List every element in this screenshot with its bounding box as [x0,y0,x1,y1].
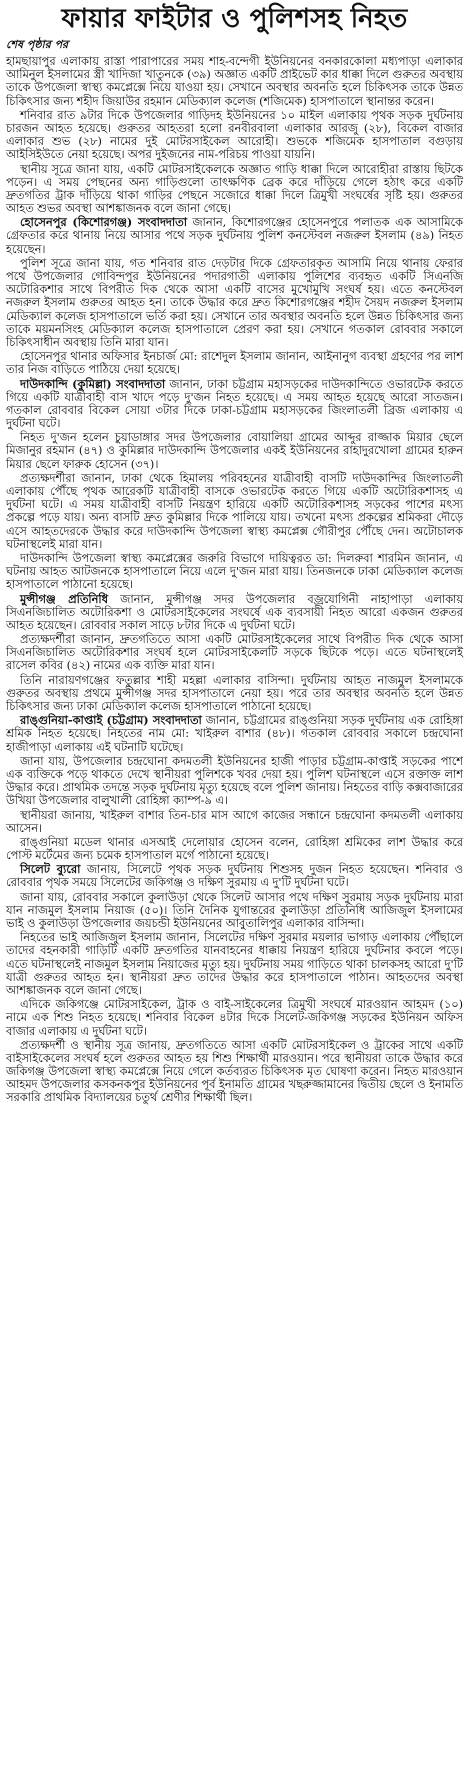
paragraph-text: হামছায়াপুর এলাকায় রাস্তা পারাপারের সময় শাহ-বন্দেগী ইউনিয়নের বনকারকোলা মধ্যপাড়া এলাকার আমিনুল ইসলামের স্ত্রী খাদিজা খাতুনকে (৩৯) অজ্ঞাত একটি প্রাইভেট কার ধাক্কা দিলে গুরুতর অবস্থায় তাকে উপজেলা স্বাস্থ্য কমপ্লেক্সে নিয়ে যাওয়া হয়। সেখানে অবস্থার অবনতি হলে চিকিৎসক তাকে উন্নত চিকিৎসার জন্য শহীদ জিয়াউর রহমান মেডিক্যাল কলেজ (শজিমেক) হাসপাতালে স্থানান্তর করেন। [6,54,463,108]
paragraph-text: প্রত্যক্ষদর্শী ও স্থানীয় সূত্র জানায়, দ্রুতগতিতে আসা একটি মোটরসাইকেল ও ট্রাকের সাথে একটি বাইসাইকেলের সংঘর্ষ হলে গুরুতর আহত হয় শিশু শিক্ষার্থী মারওয়ান। পরে স্থানীয়রা তাকে উদ্ধার করে জকিগঞ্জ উপজেলা স্বাস্থ্য কমপ্লেক্সে নিয়ে গেলে কর্তব্যরত চিকিৎসক মৃত ঘোষণা করেন। নিহত মারওয়ান আহমদ উপজেলার কসকনকপুর ইউনিয়নের পূর্ব ইনামতি গ্রামের খছরুজ্জামানের দ্বিতীয় ছেলে ও ইনামতি সরকারি প্রাথমিক বিদ্যালয়ের চতুর্থ শ্রেণীর শিক্ষার্থী ছিল। [6,1037,463,1105]
paragraph-text: দাউদকান্দি উপজেলা স্বাস্থ্য কমপ্লেক্সের জরুরি বিভাগে দায়িত্বরত ডা: দিলরুবা শারমিন জানান, এ ঘটনায় আহত আটজনকে হাসপাতালে নিয়ে এলে দু'জন মারা যায়। তিনজনকে ঢাকা মেডিক্যাল কলেজ হাসপাতালে পাঠানো হয়েছে। [6,550,463,592]
paragraph-text: জানান, কিশোরগঞ্জের হোসেনপুরে পলাতক এক আসামিকে গ্রেফতার করে থানায় নিয়ে আসার পথে সড়ক দুর্ঘটনায় পুলিশ কনস্টেবল নজরুল ইসলাম (৪৯) নিহত হয়েছেন। [6,215,463,256]
paragraph-text: জানান, চট্টগ্রামের রাঙ্গুনিয়া সড়ক দুর্ঘটনায় এক রোহিঙ্গা শ্রমিক নিহত হয়েছে। নিহতের নাম মো: খাইরুল বাশার (৪৮)। গতকাল রোববার সকালে চন্দ্রঘোনা হাজীপাড়া এলাকায় এই ঘটনাটি ঘটেছে। [6,713,463,754]
paragraph-text: প্রত্যক্ষদর্শীরা জানান, দ্রুতগতিতে আসা একটি মোটরসাইকেলের সাথে বিপরীত দিক থেকে আসা সিএনজিচালিত অটোরিকশার সংঘর্ষ হলে মোটরসাইকেলটি সড়কে ছিটকে পড়ে। এতে ঘটনাস্থলেই রাসেল কবির (৪২) নামের এক ব্যক্তি মারা যান। [6,632,463,673]
paragraph-text: জানান, মুন্সীগঞ্জ সদর উপজেলার বজ্রযোগিনী নাহাপাড়া এলাকায় সিএনজিচালিত অটোরিকশা ও মোটরসাইকেলের সংঘর্ষে এক ব্যবসায়ী নিহত আরো একজন গুরুতর আহত হয়েছেন। রোববার সকাল সাড়ে ৮টার দিকে এ দুর্ঘটনা ঘটে। [6,591,464,632]
article-paragraph [6,552,463,592]
paragraph-text: নিহত দু'জন হলেন চুয়াডাঙ্গার সদর উপজেলার বোয়ালিয়া গ্রামের আব্দুর রাজ্জাক মিয়ার ছেলে মিজানুর রহমান (৪৭) ও কুমিল্লার দাউদকান্দি উপজেলার একই ইউনিয়নের রাহাদুরখোলা গ্রামের হারুন মিয়ার ছেলে ফারুক হোসেন (৩৭)। [6,430,463,471]
article-paragraph [6,836,463,862]
paragraph-text: জানা যায়, উপজেলার চন্দ্রঘোনা কদমতলী ইউনিয়নের হাজী পাড়ার চট্টগ্রাম-কাপ্তাই সড়কের পাশে এক ব্যক্তিকে পড়ে থাকতে দেখে স্থানীয়রা পুলিশকে খবর দেয়া হয়। পুলিশ ঘটনাস্থলে এসে রক্তাক্ত লাশ উদ্ধার করে। প্রাথমিক তদন্তে সড়ক দুর্ঘটনায় মৃত্যু হয়েছে বলে পুলিশ জানায়। নিহতের বাড়ি কক্সবাজারের উখিয়া উপজেলার বালুখালী রোহিঙ্গা ক্যাম্প-৯ এ। [6,753,463,808]
paragraph-text: নিহতের ভাই আজিজুল ইসলাম জানান, সিলেটের দক্ষিণ সুরমার ময়লার ভাগাড় এলাকায় পৌঁছালে তাদের বহনকারী গাড়িটি একটি দ্রুতগতির যানবাহনের ধাক্কায় নিয়ন্ত্রণ হারিয়ে দুর্ঘটনার কবলে পড়ে। এতে ঘটনাস্থলেই নাজমুল ইসলাম নিয়াজের মৃত্যু হয়। দুর্ঘটনায় সময় গাড়িতে থাকা চালকসহ আরো দু'টি যাত্রী গুরুতর আহত হন। স্থানীয়রা দ্রুত তাদের উদ্ধার করে হাসপাতালে পাঠান। আহতদের অবস্থা আশঙ্কাজনক বলে জানা গেছে। [6,930,463,997]
article-paragraph [6,257,463,349]
paragraph-text: তিনি নারায়ণগঞ্জের ফতুল্লার শাহী মহল্লা এলাকার বাসিন্দা। দুর্ঘটনায় আহত নাজমুল ইসলামকে গুরুতর অবস্থায় প্রথমে মুন্সীগঞ্জ সদর হাসপাতালে নেয়া হয়। পরে তার অবস্থার অবনতি হলে উন্নত চিকিৎসার জন্য ঢাকা মেডিক্যাল কলেজ হাসপাতালে পাঠানো হয়েছে। [6,672,463,713]
paragraph-text: স্থানীয়রা জানায়, খাইরুল বাশার তিন-চার মাস আগে কাজের সন্ধানে চন্দ্রঘোনা কদমতলী এলাকায় আসেন। [6,807,463,835]
article-paragraph [6,809,463,835]
continued-from-label: শেষ পৃষ্ঠার পর [6,38,69,51]
article-paragraph [6,931,463,997]
paragraph-text: স্থানীয় সূত্রে জানা যায়, একটি মোটরসাইকেলকে অজ্ঞাত গাড়ি ধাক্কা দিলে আরোহীরা রাস্তায় ছিটকে পড়েন। এ সময় পেছনের অন্য গাড়িগুলো তাৎক্ষণিক ব্রেক করে দাঁড়িয়ে গেলে হঠাৎ করে একটি দ্রুতগতির ট্রাক দাঁড়িয়ে থাকা গাড়ির পেছনে সজোরে ধাক্কা দিলে ত্রিমুখী সংঘর্ষের সৃষ্টি হয়। গুরুতর আহত শুভর অবস্থা আশঙ্কাজনক বলে জানা গেছে। [6,161,463,216]
dateline: মুন্সীগঞ্জ প্রতিনিধি [20,591,108,606]
paragraph-text: জানায়, সিলেটে পৃথক সড়ক দুর্ঘটনায় শিশুসহ দুজন নিহত হয়েছেন। শনিবার ও রোববার পৃথক সময়ে সিলেটের জকিগঞ্জ ও দক্ষিণ সুরমায় এ দু'টি দুর্ঘটনা ঘটে। [6,862,463,890]
article-paragraph [6,472,463,551]
article-paragraph [6,674,463,714]
article-paragraph-with-dateline [6,378,463,431]
article-paragraph [6,350,463,376]
paragraph-text: এদিকে জকিগঞ্জে মোটরসাইকেল, ট্রাক ও বাই-সাইকেলের ত্রিমুখী সংঘর্ষে মারওয়ান আহমদ (১০) নামে এক শিশু নিহত হয়েছে। শনিবার বিকেল ৪টার দিকে সিলেট-জকিগঞ্জ সড়কের ইউনিয়ন অফিস বাজার এলাকায় এ দুর্ঘটনা ঘটে। [6,997,463,1038]
article-paragraph-with-dateline [6,714,463,754]
paragraph-text: প্রত্যক্ষদর্শীরা জানান, ঢাকা থেকে হিমালয় পরিবহনের যাত্রীবাহী বাসটি দাউদকান্দির জিংলাতলী এলাকায় পৌঁছে পৃথক আরেকটি যাত্রীবাহী বাসকে ওভারটেক করতে গিয়ে একটি অটোরিকশাসহ এ দুর্ঘটনা ঘটে। এ সময় যাত্রীবাহী বাসটি নিয়ন্ত্রণ হারিয়ে একটি অটোরিকশাসহ সড়কের পাশের মৎস্য প্রকল্পে পড়ে যায়। অন্য বাসটি দ্রুত কুমিল্লার দিকে পালিয়ে যায়। তখনো মৎস্য প্রকল্পের শ্রমিকরা দৌড়ে এসে আহতদেরকে উদ্ধার করে দাউদকান্দি উপজেলা স্বাস্থ্য কমপ্লেক্স গৌরীপুর পৌঁছে দেন। অটোচালক ঘটনাস্থলেই মারা যান। [6,470,463,551]
article-paragraph-with-dateline [6,593,463,633]
paragraph-text: জানা যায়, রোববার সকালে কুলাউড়া থেকে সিলেট আসার পথে দক্ষিণ সুরমায় সড়ক দুর্ঘটনায় মারা যান নাজমুল ইসলাম নিয়াজ (৫০)। তিনি দৈনিক যুগান্তরের কুলাউড়া প্রতিনিধি আজিজুল ইসলামের ভাই ও কুলাউড়া উপজেলার জয়চন্ডী ইউনিয়নের আবুতালিপুর এলাকার বাসিন্দা। [6,889,463,930]
article-paragraph [6,998,463,1038]
paragraph-text: পুলিশ সূত্রে জানা যায়, গত শনিবার রাত দেড়টার দিকে গ্রেফতারকৃত আসামি নিয়ে থানায় ফেরার পথে উপজেলার গোবিন্দপুর ইউনিয়নের পদারগাতী এলাকায় পুলিশের ব্যবহৃত একটি সিএনজি অটোরিকশার সাথে বিপরীত দিক থেকে আসা একটি বাসের মুখোমুখি সংঘর্ষ হয়। এতে কনস্টেবল নজরুল ইসলাম গুরুতর আহত হন। তাকে উদ্ধার করে দ্রুত কিশোরগঞ্জের শহীদ সৈয়দ নজরুল ইসলাম মেডিক্যাল কলেজ হাসপাতালে ভর্তি করা হয়। সেখানে তার অবস্থার অবনতি হলে উন্নত চিকিৎসার জন্য তাকে ময়মনসিংহ মেডিক্যাল কলেজ হাসপাতালে প্রেরণ করা হয়। সেখানে গতকাল রোববার সকালে চিকিৎসাধীন অবস্থায় তিনি মারা যান। [6,255,463,349]
article-paragraph [6,1039,463,1105]
dateline: হোসেনপুর (কিশোরগঞ্জ) সংবাদদাতা [20,215,187,230]
article-headline: ফায়ার ফাইটার ও পুলিশসহ নিহত [61,4,408,34]
article-body [6,55,463,1105]
paragraph-text: শনিবার রাত ৯টার দিকে উপজেলার গাড়িদহ ইউনিয়নের ১০ মাইল এলাকায় পৃথক সড়ক দুর্ঘটনায় চারজন আহত হয়েছে। গুরুতর আহতরা হলো রনবীরবালা এলাকার আরজু (২৮), বিকেল বাজার এলাকার শুভ (২৮) নামের দুই মোটরসাইকেল আরোহী। শুভকে শজিমেক হাসপাতাল বগুড়ায় আইসিইউতে নেয়া হয়েছে। অপর দুইজনের নাম-পরিচয় পাওয়া যায়নি। [6,107,463,162]
article-paragraph [6,431,463,471]
article-paragraph-with-dateline [6,216,463,256]
dateline: রাঙ্গুনিয়া-কাপ্তাই (চট্টগ্রাম) সংবাদদাতা [20,713,202,728]
article-paragraph-with-dateline [6,863,463,889]
article-paragraph [6,109,463,162]
paragraph-text: রাঙ্গুনিয়া মডেল থানার এসআই দেলোয়ার হোসেন বলেন, রোহিঙ্গা শ্রমিকের লাশ উদ্ধার করে পোস্ট মর্টেমের জন্য চমেক হাসপাতাল মর্গে পাঠানো হয়েছে। [6,834,463,863]
dateline: সিলেট ব্যুরো [20,862,81,877]
paragraph-text: জানান, ঢাকা চট্টগ্রাম মহাসড়কের দাউদকান্দিতে ওভারটেক করতে গিয়ে একটি যাত্রীবাহী বাস খাদে পড়ে দু'জন নিহত হয়েছে। এ সময় আহত হয়েছে আরো সাতজন। গতকাল রোববার বিকেল সোয়া ৩টার দিকে ঢাকা-চট্টগ্রাম মহাসড়কের জিংলাতলী ব্রিজ এলাকায় এ দুর্ঘটনা ঘটে। [6,376,463,431]
dateline: দাউদকান্দি (কুমিল্লা) সংবাদদাতা [20,376,166,391]
article-paragraph [6,891,463,931]
article-paragraph [6,633,463,673]
paragraph-text: হোসেনপুর থানার অফিসার ইনচার্জ মো: রাশেদুল ইসলাম জানান, আইনানুগ ব্যবস্থা গ্রহণের পর লাশ তার নিজ বাড়িতে পাঠিয়ে দেয়া হয়েছে। [6,349,463,377]
article-paragraph [6,163,463,216]
article-paragraph [6,55,463,108]
article-paragraph [6,755,463,808]
